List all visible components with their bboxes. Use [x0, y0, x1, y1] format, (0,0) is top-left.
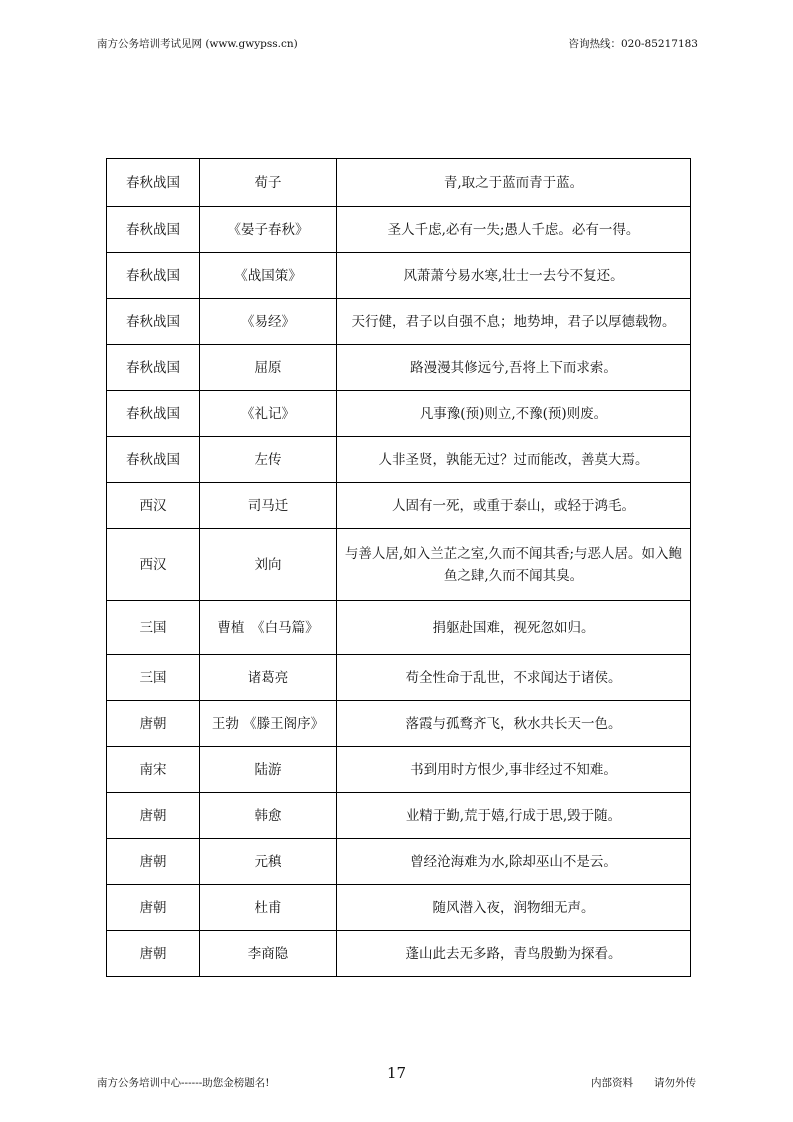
quotes-table-body [107, 159, 691, 977]
period-cell: 唐朝 [107, 701, 200, 747]
source-cell: 《易经》 [200, 299, 337, 345]
quote-cell: 天行健，君子以自强不息；地势坤，君子以厚德载物。 [337, 299, 691, 345]
period-cell: 唐朝 [107, 931, 200, 977]
table-row [107, 655, 691, 701]
quote-cell: 业精于勤,荒于嬉,行成于思,毁于随。 [337, 793, 691, 839]
period-cell: 唐朝 [107, 793, 200, 839]
period-cell: 春秋战国 [107, 391, 200, 437]
page-number: 17 [386, 1064, 407, 1082]
period-cell: 西汉 [107, 529, 200, 601]
table-row [107, 839, 691, 885]
quote-cell: 与善人居,如入兰芷之室,久而不闻其香;与恶人居。如入鲍鱼之肆,久而不闻其臭。 [337, 529, 691, 601]
source-cell: 诸葛亮 [200, 655, 337, 701]
quote-cell: 曾经沧海难为水,除却巫山不是云。 [337, 839, 691, 885]
period-cell: 春秋战国 [107, 345, 200, 391]
table-row [107, 747, 691, 793]
period-cell: 西汉 [107, 483, 200, 529]
table-row [107, 701, 691, 747]
quote-cell: 青,取之于蓝而青于蓝。 [337, 159, 691, 207]
quote-cell: 苟全性命于乱世，不求闻达于诸侯。 [337, 655, 691, 701]
period-cell: 三国 [107, 655, 200, 701]
source-cell: 陆游 [200, 747, 337, 793]
period-cell: 南宋 [107, 747, 200, 793]
source-cell: 王勃 《滕王阁序》 [200, 701, 337, 747]
table-row [107, 391, 691, 437]
quote-cell: 随风潜入夜，润物细无声。 [337, 885, 691, 931]
footer-notice: 内部资料 请勿外传 [591, 1077, 696, 1089]
source-cell: 李商隐 [200, 931, 337, 977]
period-cell: 三国 [107, 601, 200, 655]
quote-cell: 路漫漫其修远兮,吾将上下而求索。 [337, 345, 691, 391]
source-cell: 《礼记》 [200, 391, 337, 437]
source-cell: 刘向 [200, 529, 337, 601]
table-row [107, 885, 691, 931]
quote-cell: 凡事豫(预)则立,不豫(预)则废。 [337, 391, 691, 437]
table-row [107, 601, 691, 655]
quote-cell: 蓬山此去无多路，青鸟殷勤为探看。 [337, 931, 691, 977]
table-row [107, 437, 691, 483]
source-cell: 元稹 [200, 839, 337, 885]
quote-cell: 人固有一死，或重于泰山，或轻于鸿毛。 [337, 483, 691, 529]
table-row [107, 529, 691, 601]
header-hotline: 咨询热线：020-85217183 [568, 38, 698, 50]
source-cell: 曹植 《白马篇》 [200, 601, 337, 655]
period-cell: 春秋战国 [107, 159, 200, 207]
quote-cell: 书到用时方恨少,事非经过不知难。 [337, 747, 691, 793]
period-cell: 唐朝 [107, 839, 200, 885]
table-row [107, 931, 691, 977]
source-cell: 左传 [200, 437, 337, 483]
period-cell: 春秋战国 [107, 207, 200, 253]
footer-slogan: 南方公务培训中心------助您金榜题名! [97, 1077, 270, 1089]
table-row [107, 207, 691, 253]
source-cell: 《晏子春秋》 [200, 207, 337, 253]
quote-cell: 捐躯赴国难，视死忽如归。 [337, 601, 691, 655]
table-row [107, 299, 691, 345]
quotes-table [106, 158, 691, 977]
source-cell: 杜甫 [200, 885, 337, 931]
source-cell: 屈原 [200, 345, 337, 391]
period-cell: 春秋战国 [107, 299, 200, 345]
quote-cell: 圣人千虑,必有一失;愚人千虑。必有一得。 [337, 207, 691, 253]
period-cell: 春秋战国 [107, 437, 200, 483]
table-row [107, 159, 691, 207]
table-row [107, 793, 691, 839]
quote-cell: 人非圣贤，孰能无过？过而能改，善莫大焉。 [337, 437, 691, 483]
quote-cell: 风萧萧兮易水寒,壮士一去兮不复还。 [337, 253, 691, 299]
page-header [97, 36, 698, 52]
source-cell: 荀子 [200, 159, 337, 207]
source-cell: 《战国策》 [200, 253, 337, 299]
quote-cell: 落霞与孤鹜齐飞，秋水共长天一色。 [337, 701, 691, 747]
source-cell: 司马迁 [200, 483, 337, 529]
header-site: 南方公务培训考试见网 (www.gwypss.cn) [97, 38, 298, 50]
table-row [107, 345, 691, 391]
source-cell: 韩愈 [200, 793, 337, 839]
table-row [107, 253, 691, 299]
period-cell: 唐朝 [107, 885, 200, 931]
table-row [107, 483, 691, 529]
period-cell: 春秋战国 [107, 253, 200, 299]
